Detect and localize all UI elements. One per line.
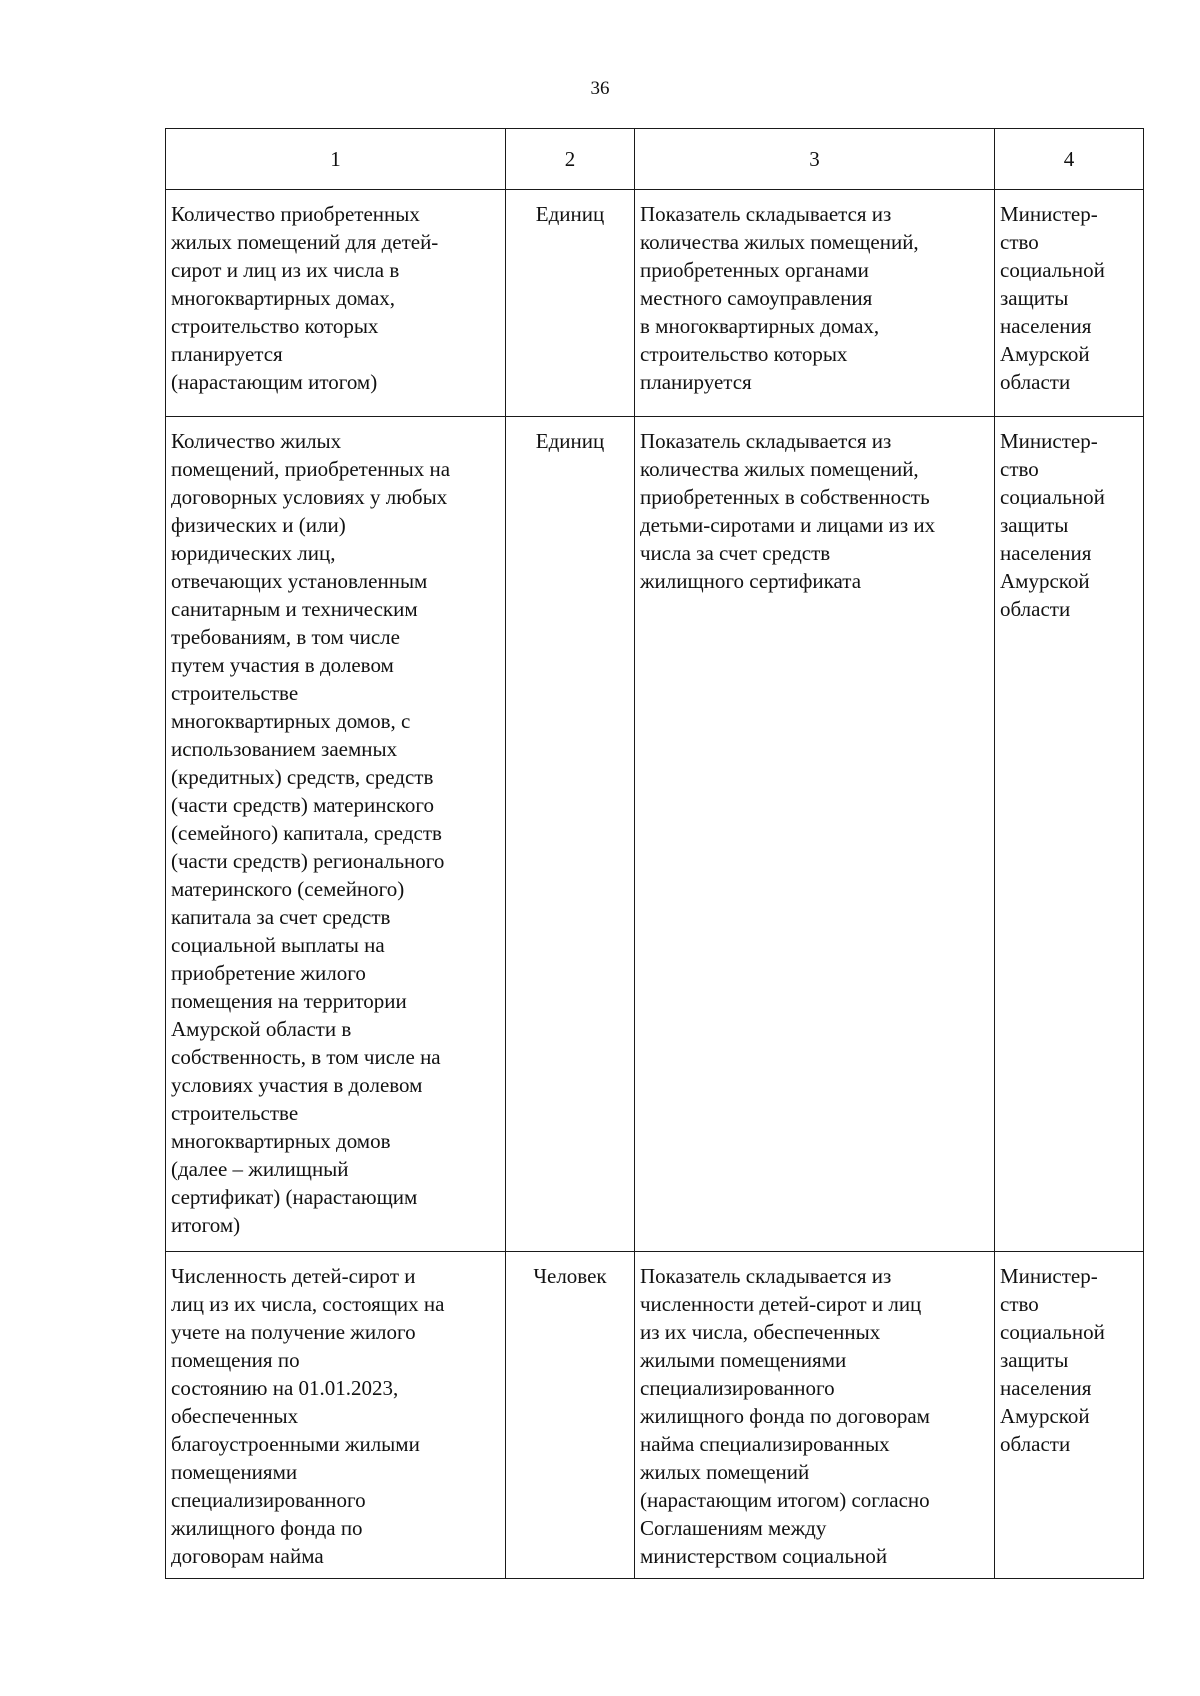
table-row (166, 1252, 1144, 1579)
unit-cell: Человек (506, 1252, 635, 1579)
responsible-cell: Министер- ство социальной защиты населения Амурской области (995, 190, 1144, 417)
indicators-table (165, 128, 1144, 1579)
method-cell: Показатель складывается из количества жилых помещений, приобретенных органами местного самоуправления в многоквартирных домах, строительство которых планируется (635, 190, 995, 417)
column-header: 4 (995, 129, 1144, 190)
column-header: 1 (166, 129, 506, 190)
responsible-cell: Министер- ство социальной защиты населения Амурской области (995, 1252, 1144, 1579)
method-cell: Показатель складывается из численности детей-сирот и лиц из их числа, обеспеченных жилыми помещениями специализированного жилищного фонда по договорам найма специализированных жилых помещений (нарастающим итогом) согласно Соглашениям между министерством социальной (635, 1252, 995, 1579)
unit-cell: Единиц (506, 190, 635, 417)
indicator-cell: Численность детей-сирот и лиц из их числа, состоящих на учете на получение жилого помещения по состоянию на 01.01.2023, обеспеченных благоустроенными жилыми помещениями специализированного жилищного фонда по договорам найма (166, 1252, 506, 1579)
page-number: 36 (590, 78, 610, 99)
responsible-cell: Министер- ство социальной защиты населения Амурской области (995, 417, 1144, 1252)
table-row (166, 417, 1144, 1252)
indicator-cell: Количество жилых помещений, приобретенных на договорных условиях у любых физических и (или) юридических лиц, отвечающих установленным санитарным и техническим требованиям, в том числе путем участия в долевом строительстве многоквартирных домов, с использованием заемных (кредитных) средств, средств (части средств) материнского (семейного) капитала, средств (части средств) регионального материнского (семейного) капитала за счет средств социальной выплаты на приобретение жилого помещения на территории Амурской области в собственность, в том числе на условиях участия в долевом строительстве многоквартирных домов (далее – жилищный сертификат) (нарастающим итогом) (166, 417, 506, 1252)
method-cell: Показатель складывается из количества жилых помещений, приобретенных в собственность детьми-сиротами и лицами из их числа за счет средств жилищного сертификата (635, 417, 995, 1252)
table-row (166, 190, 1144, 417)
column-header: 2 (506, 129, 635, 190)
indicator-cell: Количество приобретенных жилых помещений для детей- сирот и лиц из их числа в многоквартирных домах, строительство которых планируется (нарастающим итогом) (166, 190, 506, 417)
unit-cell: Единиц (506, 417, 635, 1252)
column-header: 3 (635, 129, 995, 190)
table-header-row (166, 129, 1144, 190)
